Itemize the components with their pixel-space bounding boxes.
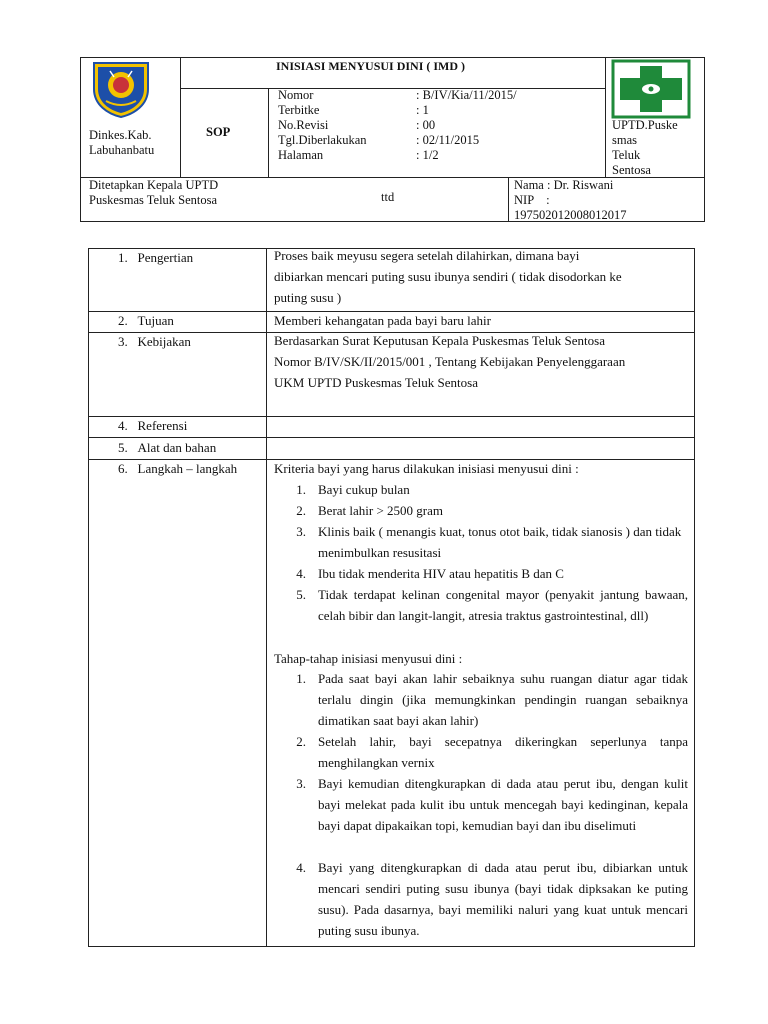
meta-label: Terbitke [278, 103, 320, 117]
row-label-pengertian: 1. Pengertian [118, 250, 194, 265]
org-right: UPTD.Puske smas Teluk Sentosa [612, 118, 678, 177]
list-item: 3. Klinis baik ( menangis kuat, tonus otot baik, tidak sianosis ) dan tidak menimbulkan resusitasi [296, 524, 682, 560]
row-label-referensi: 4. Referensi [118, 418, 188, 433]
signer-nip-label: NIP : [514, 193, 550, 207]
list-item: 5. Tidak terdapat kelinan congenital mayor (penyakit jantung bawaan, celah bibir dan langit-langit, atresia traktus gastrointestinal, dll) [296, 587, 688, 623]
meta-value: : 00 [416, 118, 436, 132]
meta-label: Nomor [278, 88, 314, 102]
kebijakan-text: Berdasarkan Surat Keputusan Kepala Puskesmas Teluk Sentosa Nomor B/IV/SK/II/2015/001 , Tentang Kebijakan Penyelenggaraan UKM UPTD Puskesmas Teluk Sentosa [274, 333, 626, 390]
list-item: 1. Bayi cukup bulan [296, 482, 410, 497]
sop-label: SOP [206, 125, 231, 139]
row-label-kebijakan: 3. Kebijakan [118, 334, 191, 349]
puskesmas-logo [611, 59, 691, 119]
pengertian-text: Proses baik meyusu segera setelah dilahirkan, dimana bayi dibiarkan mencari puting susu ibunya sendiri ( tidak disodorkan ke puting susu ) [274, 248, 622, 305]
meta-values [416, 88, 517, 163]
row-label-langkah: 6. Langkah – langkah [118, 461, 238, 476]
ditetapkan: Ditetapkan Kepala UPTD Puskesmas Teluk Sentosa [89, 178, 219, 207]
list-item: 4. Bayi yang ditengkurapkan di dada atau perut ibu, dibiarkan untuk mencari sendiri puting susu ibunya (bayi tidak dipksakan ke puting susu). Pada dasarnya, bayi memiliki naluri yang kuat untuk mencari puting susu ibunya. [296, 860, 688, 938]
row-label-alat: 5. Alat dan bahan [118, 440, 217, 455]
meta-value: : B/IV/Kia/11/2015/ [416, 88, 517, 102]
list-item: 1. Pada saat bayi akan lahir sebaiknya suhu ruangan diatur agar tidak terlalu dingin (jika memungkinkan pendingin ruangan sebaiknya dimatikan saat bayi akan lahir) [296, 671, 688, 728]
ttd-label: ttd [381, 190, 395, 204]
list-item: 3. Bayi kemudian ditengkurapkan di dada atau perut ibu, dengan kulit bayi melekat pada kulit ibu untuk mencegah bayi kedinginan, kepala bayi dapat dipakaikan topi, kemudian bayi dan ibu diselimuti [296, 776, 688, 833]
meta-value: : 1 [416, 103, 429, 117]
tujuan-text: Memberi kehangatan pada bayi baru lahir [274, 313, 491, 328]
tahap-intro: Tahap-tahap inisiasi menyusui dini : [274, 651, 463, 666]
meta-value: : 1/2 [416, 148, 439, 162]
meta-label: Tgl.Diberlakukan [278, 133, 367, 147]
meta-label: Halaman [278, 148, 324, 162]
document-title: INISIASI MENYUSUI DINI ( IMD ) [276, 59, 466, 73]
meta-label: No.Revisi [278, 118, 329, 132]
signer [514, 178, 627, 223]
org-left: Dinkes.Kab. Labuhanbatu [89, 128, 155, 157]
list-item: 4. Ibu tidak menderita HIV atau hepatitis B dan C [296, 566, 564, 581]
list-item: 2. Setelah lahir, bayi secepatnya dikeringkan seperlunya tanpa menghilangkan vernix [296, 734, 688, 770]
kriteria-intro: Kriteria bayi yang harus dilakukan inisiasi menyusui dini : [274, 461, 579, 476]
list-item: 2. Berat lahir > 2500 gram [296, 503, 444, 518]
row-label-tujuan: 2. Tujuan [118, 313, 174, 328]
signer-name: Nama : Dr. Riswani [514, 178, 614, 192]
signer-nip: 197502012008012017 [514, 208, 627, 222]
dinkes-logo [88, 59, 154, 119]
meta-labels [278, 88, 367, 163]
meta-value: : 02/11/2015 [416, 133, 480, 147]
